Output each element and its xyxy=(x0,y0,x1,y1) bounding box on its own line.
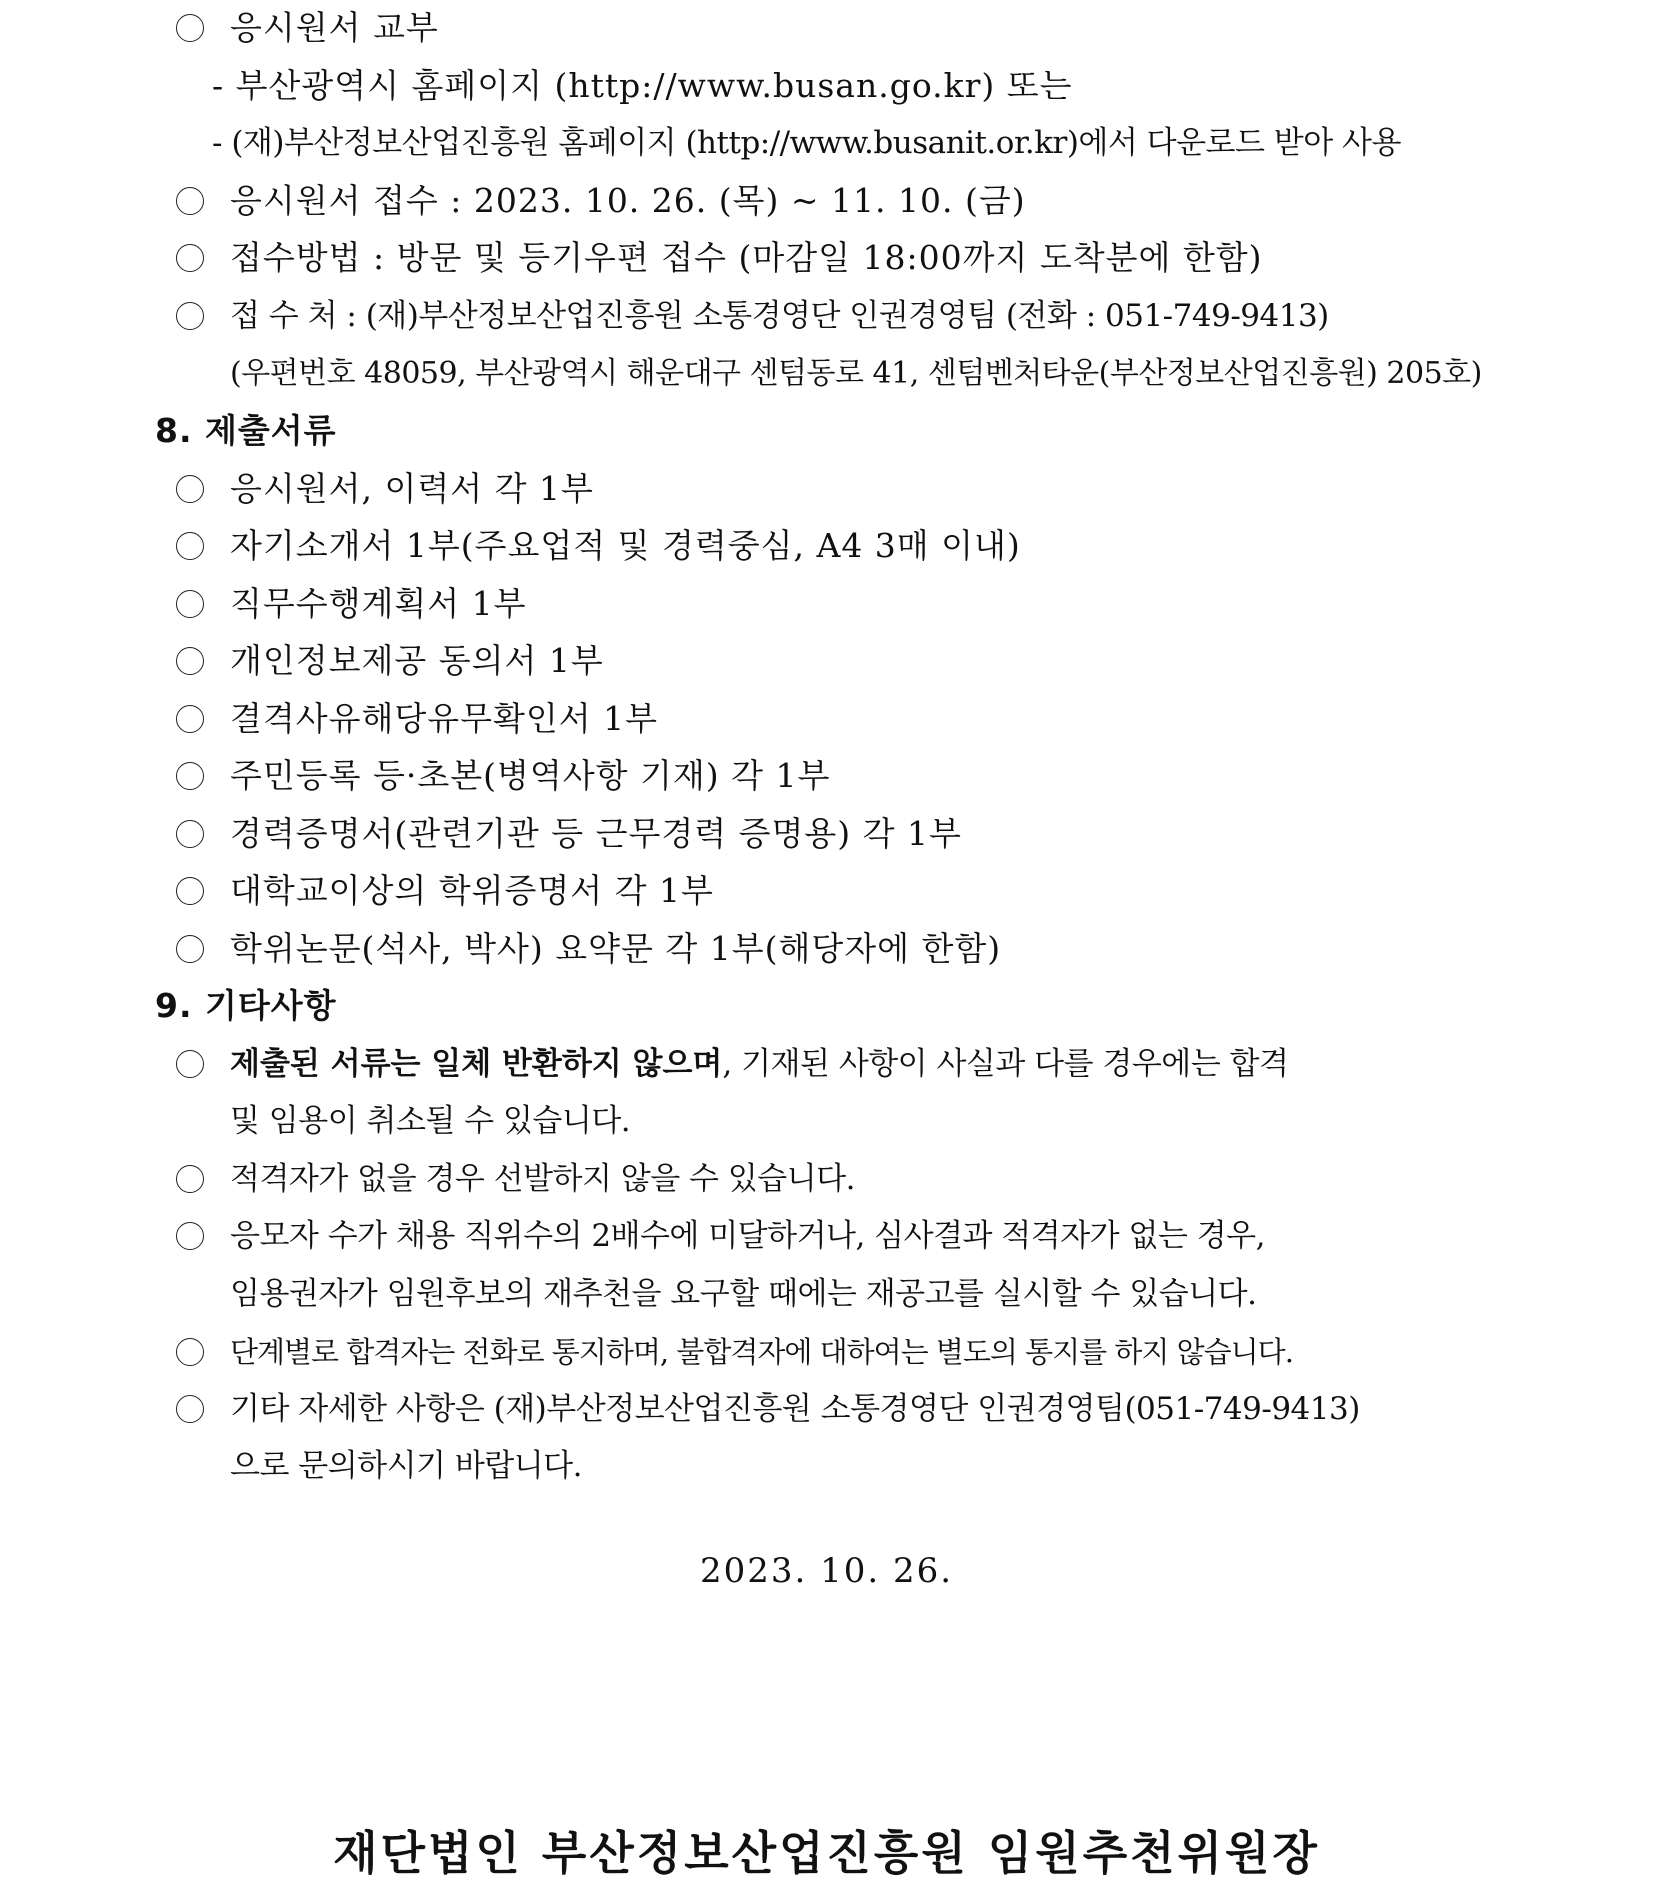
notice-result-notification: 단계별로 합격자는 전화로 통지하며, 불합격자에 대하여는 별도의 통지를 하지 않습니다. xyxy=(230,1335,1293,1369)
circle-bullet-icon xyxy=(176,532,204,560)
circle-bullet-icon xyxy=(176,1165,204,1193)
bullet-application-form-distribution: 응시원서 교부 xyxy=(230,8,439,47)
circle-bullet-icon xyxy=(176,590,204,618)
section-heading-documents: 8. 제출서류 xyxy=(155,411,337,450)
circle-bullet-icon xyxy=(176,1395,204,1423)
document-item: 주민등록 등·초본(병역사항 기재) 각 1부 xyxy=(230,756,831,795)
notice-readvertisement-cont: 임용권자가 임원후보의 재추천을 요구할 때에는 재공고를 실시할 수 있습니다. xyxy=(230,1276,1257,1312)
circle-bullet-icon xyxy=(176,647,204,675)
submission-address: (우편번호 48059, 부산광역시 해운대구 센텀동로 41, 센텀벤처타운(부산정보산업진흥원) 205호) xyxy=(230,356,1482,391)
document-date: 2023. 10. 26. xyxy=(699,1551,954,1591)
document-item: 자기소개서 1부(주요업적 및 경력중심, A4 3매 이내) xyxy=(230,526,1021,565)
circle-bullet-icon xyxy=(176,244,204,272)
circle-bullet-icon xyxy=(176,762,204,790)
notice-rest-text: , 기재된 사항이 사실과 다를 경우에는 합격 xyxy=(722,1046,1289,1082)
circle-bullet-icon xyxy=(176,475,204,503)
circle-bullet-icon xyxy=(176,14,204,42)
notice-continuation: 및 임용이 취소될 수 있습니다. xyxy=(230,1103,631,1139)
document-item: 개인정보제공 동의서 1부 xyxy=(230,641,604,680)
circle-bullet-icon xyxy=(176,877,204,905)
dash-busanit-homepage: - (재)부산정보산업진흥원 홈페이지 (http://www.busanit.or.kr)에서 다운로드 받아 사용 xyxy=(212,125,1401,161)
notice-no-qualified: 적격자가 없을 경우 선발하지 않을 수 있습니다. xyxy=(230,1161,855,1197)
circle-bullet-icon xyxy=(176,1338,204,1366)
circle-bullet-icon xyxy=(176,187,204,215)
document-item: 응시원서, 이력서 각 1부 xyxy=(230,469,594,508)
signature-title: 재단법인 부산정보산업진흥원 임원추천위원장 xyxy=(333,1826,1320,1880)
document-item: 결격사유해당유무확인서 1부 xyxy=(230,699,659,738)
circle-bullet-icon xyxy=(176,820,204,848)
document-item: 학위논문(석사, 박사) 요약문 각 1부(해당자에 한함) xyxy=(230,929,1002,968)
notice-bold-text: 제출된 서류는 일체 반환하지 않으며 xyxy=(230,1046,723,1082)
notice-documents-not-returned xyxy=(230,1044,1288,1084)
dash-busan-city-homepage: - 부산광역시 홈페이지 (http://www.busan.go.kr) 또는 xyxy=(212,66,1073,105)
circle-bullet-icon xyxy=(176,705,204,733)
notice-readvertisement: 응모자 수가 채용 직위수의 2배수에 미달하거나, 심사결과 적격자가 없는 경우, xyxy=(230,1218,1265,1254)
circle-bullet-icon xyxy=(176,1222,204,1250)
section-heading-other: 9. 기타사항 xyxy=(155,986,337,1025)
circle-bullet-icon xyxy=(176,1050,204,1078)
notice-contact-cont: 으로 문의하시기 바랍니다. xyxy=(230,1448,582,1484)
circle-bullet-icon xyxy=(176,302,204,330)
bullet-submission-method: 접수방법 : 방문 및 등기우편 접수 (마감일 18:00까지 도착분에 한함) xyxy=(230,238,1263,277)
document-item: 대학교이상의 학위증명서 각 1부 xyxy=(230,871,714,910)
bullet-submission-place: 접 수 처 : (재)부산정보산업진흥원 소통경영단 인권경영팀 (전화 : 051-749-9413) xyxy=(230,298,1329,334)
circle-bullet-icon xyxy=(176,935,204,963)
notice-contact: 기타 자세한 사항은 (재)부산정보산업진흥원 소통경영단 인권경영팀(051-749-9413) xyxy=(230,1391,1360,1427)
bullet-application-period: 응시원서 접수 : 2023. 10. 26. (목) ~ 11. 10. (금) xyxy=(230,181,1026,220)
document-item: 경력증명서(관련기관 등 근무경력 증명용) 각 1부 xyxy=(230,814,962,853)
document-item: 직무수행계획서 1부 xyxy=(230,584,527,623)
